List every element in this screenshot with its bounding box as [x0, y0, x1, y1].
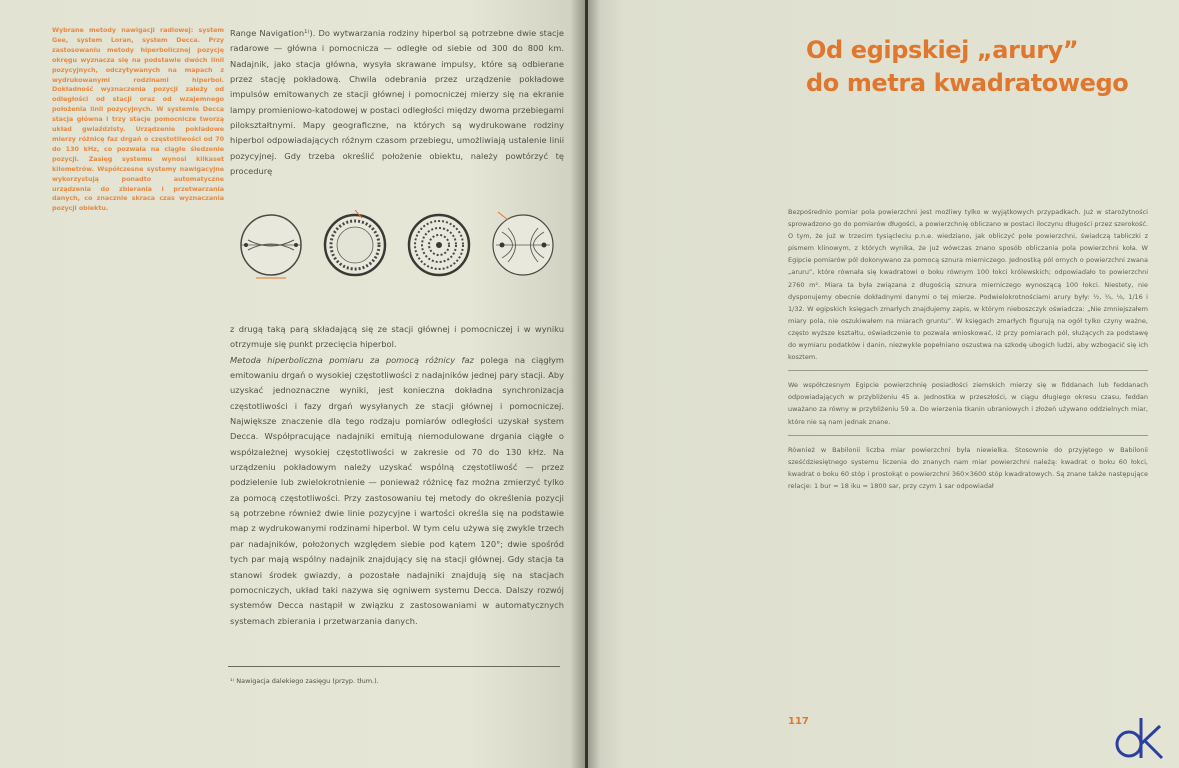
paragraph-separator [788, 370, 1148, 371]
hyperbolic-diagram-icon [404, 210, 474, 280]
paragraph-separator [788, 435, 1148, 436]
left-column-bottom-emphasis: Metoda hiperboliczna pomiaru za pomocą różnicy faz [230, 354, 474, 365]
left-column-bottom [230, 322, 564, 629]
book-gutter [570, 0, 600, 768]
left-column-bottom-text-2: polega na ciągłym emitowaniu drgań o wysokiej częstotliwości z nadajników jednej pary stacji. Aby uzyskać jednoznaczne wyniki, jest konieczna dokładna synchronizacja częstotliwości i fazy drgań wysyłanych ze stacji głównej i pomocniczej. Największe znaczenie dla tego rodzaju pomiarów odległości uzyskał system Decca. Współpracujące nadajniki emitują niemodulowane drgania ciągłe o współzależnej wysokiej częstotliwości w zakresie od 70 do 130 kHz. Na urządzeniu pokładowym należy uzyskać wspólną częstotliwość — przez podzielenie lub zwielokrotnienie — ponieważ różnicę faz można zmierzyć tylko za pomocą częstotliwości. Przy zastosowaniu tej metody do określenia pozycji są potrzebne również dwie linie pozycyjne i wartości określa się na podstawie map z wydrukowanymi rodzinami hiperbol. W tym celu używa się zwykle trzech par nadajników, położonych względem siebie pod kątem 120°; dwie spośród tych par mają wspólny nadajnik znajdujący się na stacji głównej. Gdy stacja ta stanowi środek gwiazdy, a pozostałe nadajniki znajdują się na stacjach pomocniczych, układ taki nazywa się ogniwem systemu Decca. Dalszy rozwój systemów Decca nastąpił w związku z zastosowaniami w automatycznych systemach zbierania i przetwarzania danych. [230, 354, 564, 626]
chapter-title-line-1: Od egipskiej „arury” [806, 36, 1079, 64]
left-column-bottom-text-1: z drugą taką parą składającą się ze stacji głównej i pomocniczej i w wyniku otrzymuje się punkt przecięcia hiperbol. [230, 324, 564, 350]
hyperbolic-diagram-icon [236, 210, 306, 280]
footnote: ¹⁾ Nawigacja dalekiego zasięgu (przyp. tłum.). [230, 677, 379, 685]
right-paragraph-2: We współczesnym Egipcie powierzchnię posiadłości ziemskich mierzy się w fiddanach lub feddanach odpowiadających w przybliżeniu 45 a. Jednostka w przeszłości, w ciągu długiego okresu czasu, feddan uważano za równy w przybliżeniu 59 a. Do wierzenia tkanin ubraniowych i złożeń używano oddzielnych miar, które nie są nam jednak znane. [788, 381, 1148, 426]
figure-1 [236, 210, 306, 280]
page-number: 117 [788, 716, 809, 727]
figure-3 [404, 210, 474, 280]
left-page [0, 0, 585, 768]
hyperbolic-diagram-icon [488, 210, 558, 280]
right-column [788, 206, 1148, 499]
chapter-title-line-2: do metra kwadratowego [806, 69, 1129, 97]
left-column-top-text: Range Navigation¹⁾). Do wytwarzania rodziny hiperbol są potrzebne dwie stacje radarowe — główna i pomocnicza — odległe od siebie od 300 do 800 km. Nadajnik, jako stacja główna, wysyła skrawane impulsy, które są odbierane przez stację pokładową. Chwila odebrania przez urządzenie pokładowe impulsów emitowanych ze stacji głównej i pomocniczej mierzy się na ekranie lampy promieniowo-katodowej w postaci odległości między dwoma przebiegami pilokształtnymi. Mapy geograficzne, na których są wydrukowane rodziny hiperbol odpowiadających różnym czasom przebiegu, umożliwiają ustalenie linii pozycyjnej. Gdy trzeba określić położenie obiektu, należy powtórzyć tę procedurę [230, 28, 564, 177]
hyperbolic-diagram-icon [320, 210, 390, 280]
margin-note: Wybrane metody nawigacji radiowej: system Gee, system Loran, system Decca. Przy zastosowaniu metody hiperbolicznej pozycję okręgu wyznacza się na podstawie dwóch linii pozycyjnych, odczytywanych na mapach z wydrukowanymi rodzinami hiperbol. Dokładność wyznaczenia pozycji zależy od odległości od stacji oraz od wzajemnego położenia linii pozycyjnych. W systemie Decca stacja główna i trzy stacje pomocnicze tworzą układ gwiaździsty. Urządzenie pokładowe mierzy różnicę faz drgań o częstotliwości od 70 do 130 kHz, co pozwala na ciągłe śledzenie pozycji. Zasięg systemu wynosi kilkaset kilometrów. Współczesne systemy nawigacyjne wykorzystują ponadto automatyczne urządzenia do zbierania i przetwarzania danych, co znacznie skraca czas wyznaczania pozycji obiektu. [52, 26, 224, 213]
chapter-title [806, 34, 1146, 100]
left-column-top [230, 26, 564, 179]
right-paragraph-3: Również w Babilonii liczba miar powierzchni była niewielka. Stosownie do przyjętego w Babilonii sześćdziesiętnego systemu liczenia do znanych nam miar powierzchni należą: kwadrat o boku 60 łokci, kwadrat o boku 60 stóp i prostokąt o powierzchni 360×3600 stóp kwadratowych. Są znane także następujące relacje: 1 bur = 18 iku = 1800 sar, przy czym 1 sar odpowiadał [788, 445, 1148, 490]
dk-logo-icon [1112, 714, 1168, 762]
figure-4 [488, 210, 558, 280]
footnote-rule [228, 666, 560, 667]
right-paragraph-1: Bezpośrednio pomiar pola powierzchni jest możliwy tylko w wyjątkowych przypadkach. Już w starożytności sprowadzono go do pomiarów długości, a powierzchnię obliczano w postaci iloczynu długości przez szerokość. O tym, że już w trzecim tysiącleciu p.n.e. wiedziano, jak obliczyć pole powierzchni, świadczą tabliczki z pismem klinowym, z których wynika, że już wówczas znano sposób obliczania pola powierzchni koła. W Egipcie pomiarów pól dokonywano za pomocą sznura mierniczego. Jednostką pól ornych o powierzchni zwana „aruru”, które równała się kwadratowi o boku równym 100 łokci królewskich; odpowiadało to powierzchni 2760 m². Miara ta była związana z długością sznura mierniczego wynoszącą 100 łokci. Niestety, nie dysponujemy obecnie dokładnymi danymi o tej mierze. Podwielokrotnościami arury były: ½, ¼, ⅛, 1/16 i 1/32. W egipskich księgach zmarłych znajdujemy zapis, w którym nieboszczyk oświadcza: „Nie zmniejszałem miary pola, nie oszukiwałem na miarach gruntu”. W księgach zmarłych figurują na ogół tylko czyny ważne, często wyższe kształtu, oświadczenie to pozwala wnioskować, iż przy pomiarach pól, służących za podstawę do wymiaru podatków i danin, niezwykle popełniano oszustwa na szkodę ubogich ludzi, aby wzbogacić się ich kosztem. [788, 208, 1148, 362]
figure-2 [320, 210, 390, 280]
figure-row [230, 200, 564, 295]
